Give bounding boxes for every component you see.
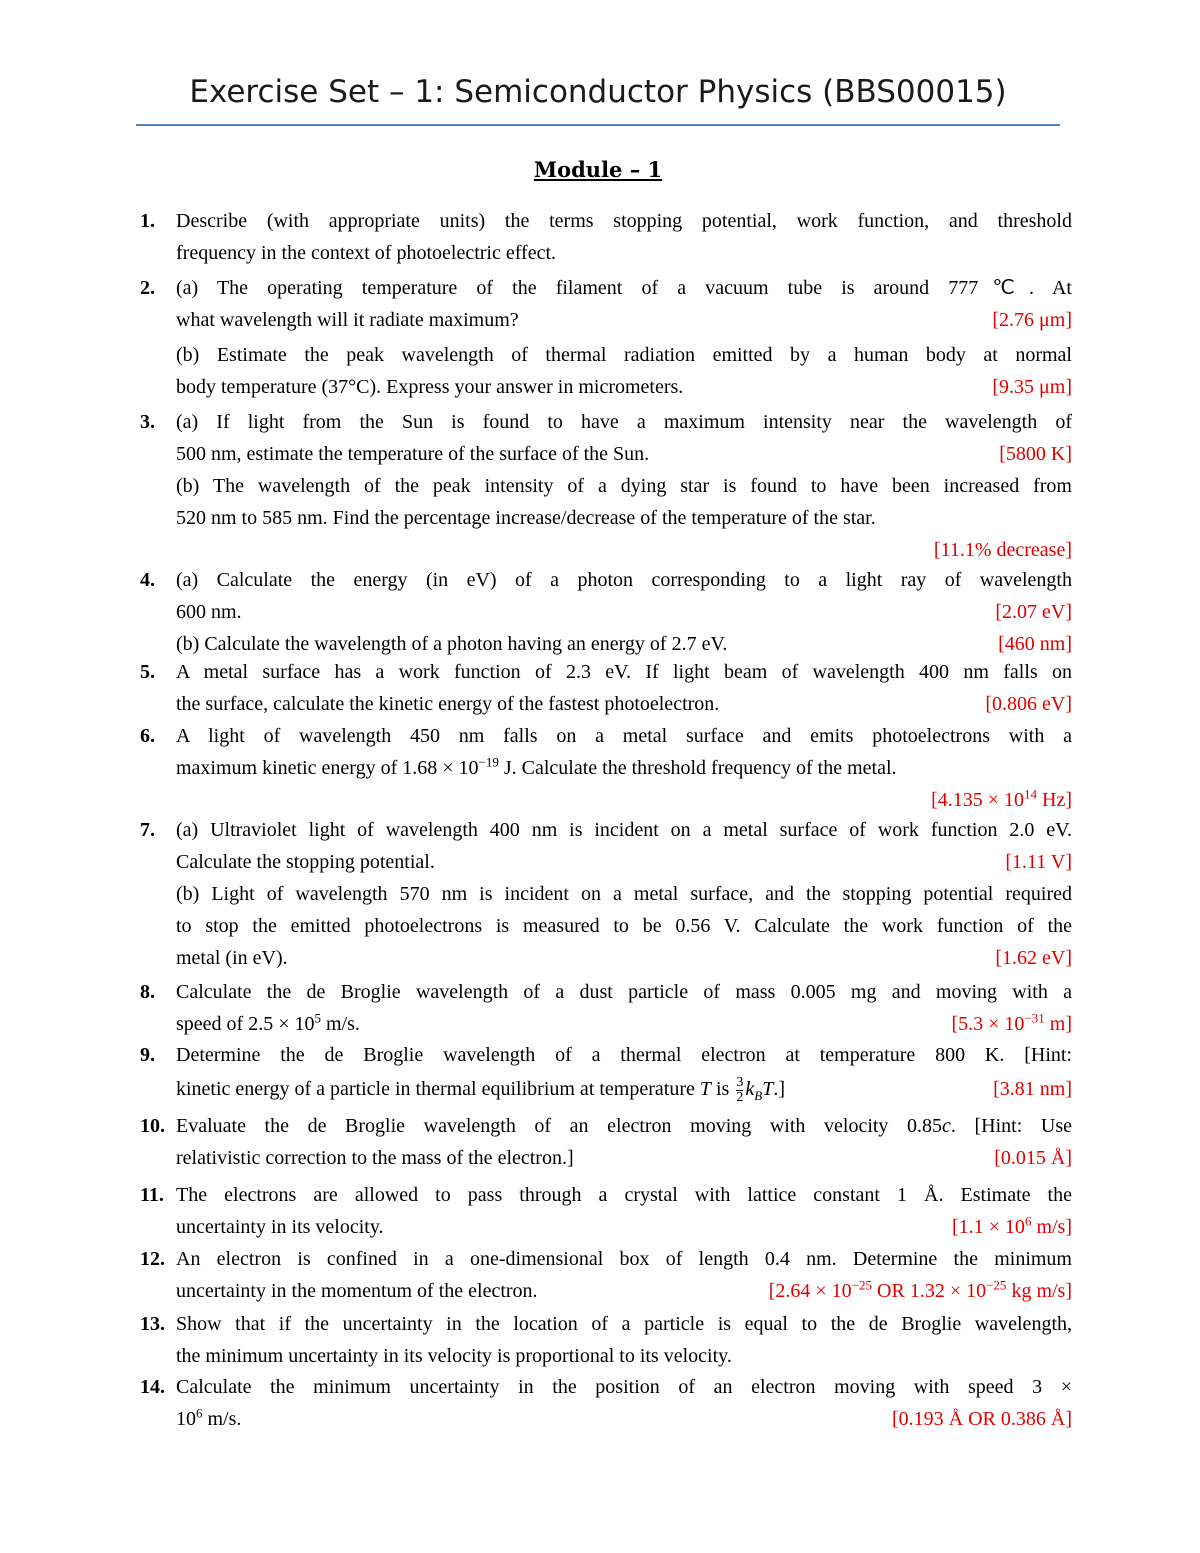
question-11 [140,1179,1072,1243]
answer: [5800 K] [999,443,1072,465]
question-text: Describe (with appropriate units) the terms stopping potential, work function, and threshold [176,210,1072,232]
question-text: relativistic correction to the mass of the electron.] [176,1147,574,1169]
question-text: (b) Calculate the wavelength of a photon having an energy of 2.7 eV. [176,633,728,655]
answer: [$5.3 \times 10^{-31}$ m] [951,1010,1072,1035]
question-number: 4. [140,569,155,591]
question-3 [140,406,1072,566]
title-rule [136,124,1060,126]
module-heading: Module – 1 [533,157,663,182]
fraction-three-halves: $\frac{3}{2}$ [736,1074,744,1105]
question-text: A light of wavelength 450 nm falls on a metal surface and emits photoelectrons with a [176,725,1072,747]
question-text: (a) Ultraviolet light of wavelength 400 nm is incident on a metal surface of work function 2.0 eV. [176,819,1072,841]
question-number: 3. [140,411,155,433]
question-8 [140,976,1072,1040]
question-text: kinetic energy of a particle in thermal equilibrium at temperature T is $\frac{3}{2}$ $k_BT$.] [176,1074,785,1105]
question-10 [140,1110,1072,1174]
question-2 [140,272,1072,403]
answer: [$1.1 \times 10^6$ m/s] [951,1213,1072,1238]
question-text: to stop the emitted photoelectrons is measured to be 0.56 V. Calculate the work function of the [176,915,1072,937]
answer: [0.806 eV] [985,693,1072,715]
question-9 [140,1039,1072,1107]
question-7 [140,814,1072,974]
answer: [$4.135 \times 10^{14}$ Hz] [931,786,1072,811]
question-text: 600 nm. [176,601,242,623]
question-text: (b) The wavelength of the peak intensity of a dying star is found to have been increased from [176,475,1072,497]
question-number: 9. [140,1044,155,1066]
question-number: 12. [140,1248,165,1270]
answer: [11.1% decrease] [933,539,1072,561]
answer: [0.015 Å] [994,1147,1072,1169]
question-text: An electron is confined in a one-dimensional box of length 0.4 nm. Determine the minimum [176,1248,1072,1270]
question-text: frequency in the context of photoelectric effect. [176,242,557,264]
question-text: 500 nm, estimate the temperature of the surface of the Sun. [176,443,650,465]
question-text: Calculate the de Broglie wavelength of a dust particle of mass 0.005 mg and moving with a [176,981,1072,1003]
question-text: speed of $2.5 \times 10^5$ m/s. [176,1010,360,1035]
question-text: Calculate the minimum uncertainty in the position of an electron moving with speed 3 × [176,1376,1072,1398]
question-number: 11. [140,1184,164,1206]
question-text: metal (in eV). [176,947,288,969]
answer: [2.07 eV] [995,601,1072,623]
question-5 [140,656,1072,720]
answer: [1.11 V] [1005,851,1072,873]
question-text: uncertainty in the momentum of the electron. [176,1280,538,1302]
question-number: 13. [140,1313,165,1335]
question-text: (a) If light from the Sun is found to have a maximum intensity near the wavelength of [176,411,1072,433]
question-text: The electrons are allowed to pass through a crystal with lattice constant 1 Å. Estimate the [176,1184,1072,1206]
question-text: (b) Light of wavelength 570 nm is incident on a metal surface, and the stopping potential required [176,883,1072,905]
question-12 [140,1243,1072,1307]
question-text: $10^6$ m/s. [176,1405,242,1430]
question-text: the surface, calculate the kinetic energy of the fastest photoelectron. [176,693,720,715]
answer: [3.81 nm] [993,1078,1072,1100]
question-text: Calculate the stopping potential. [176,851,435,873]
question-text: (b) Estimate the peak wavelength of thermal radiation emitted by a human body at normal [176,344,1072,366]
answer: [$2.64 \times 10^{-25}$ OR $1.32 \times 10^{-25}$ kg m/s] [768,1277,1072,1302]
question-text: Evaluate the de Broglie wavelength of an electron moving with velocity 0.85c. [Hint: Use [176,1115,1072,1137]
question-number: 10. [140,1115,165,1137]
answer: [0.193 Å OR 0.386 Å] [892,1408,1072,1430]
question-number: 14. [140,1376,165,1398]
question-number: 5. [140,661,155,683]
question-number: 7. [140,819,155,841]
page-title: Exercise Set – 1: Semiconductor Physics (BBS00015) [189,74,1007,110]
question-6 [140,720,1072,816]
question-text: maximum kinetic energy of $1.68 \times 10^{-19}$ J. Calculate the threshold frequency of the metal. [176,754,897,779]
question-number: 8. [140,981,155,1003]
question-1 [140,205,1072,269]
question-text: uncertainty in its velocity. [176,1216,384,1238]
question-number: 1. [140,210,155,232]
question-14 [140,1371,1072,1435]
question-text: what wavelength will it radiate maximum? [176,309,519,331]
answer: [2.76 μm] [992,309,1072,331]
answer: [9.35 μm] [992,376,1072,398]
answer: [1.62 eV] [995,947,1072,969]
question-text: 520 nm to 585 nm. Find the percentage increase/decrease of the temperature of the star. [176,507,876,529]
question-13 [140,1308,1072,1372]
question-text: (a) Calculate the energy (in eV) of a photon corresponding to a light ray of wavelength [176,569,1072,591]
question-number: 6. [140,725,155,747]
question-text: the minimum uncertainty in its velocity is proportional to its velocity. [176,1345,732,1367]
answer: [460 nm] [998,633,1072,655]
question-text: Show that if the uncertainty in the location of a particle is equal to the de Broglie wavelength, [176,1313,1072,1335]
question-4 [140,564,1072,660]
question-text: Determine the de Broglie wavelength of a thermal electron at temperature 800 K. [Hint: [176,1044,1072,1066]
question-text: (a) The operating temperature of the filament of a vacuum tube is around 777℃. At [176,277,1072,299]
question-number: 2. [140,277,155,299]
question-text: A metal surface has a work function of 2.3 eV. If light beam of wavelength 400 nm falls on [176,661,1072,683]
question-text: body temperature (37°C). Express your answer in micrometers. [176,376,684,398]
